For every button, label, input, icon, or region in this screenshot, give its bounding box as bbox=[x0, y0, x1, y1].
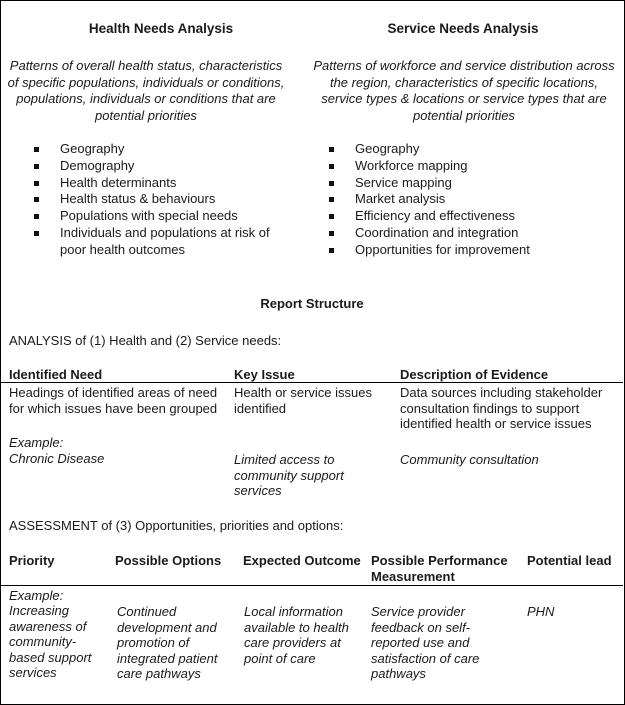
health-needs-list bbox=[34, 141, 274, 259]
service-needs-title: Service Needs Analysis bbox=[387, 21, 539, 36]
example-identified-need: Example: Chronic Disease bbox=[9, 435, 105, 466]
example-key-issue: Limited access to community support services bbox=[234, 452, 344, 498]
bullet-item: Market analysis bbox=[329, 191, 589, 208]
assessment-label: ASSESSMENT of (3) Opportunities, priorities and options: bbox=[9, 518, 344, 533]
header-possible-performance-measurement: Possible Performance Measurement bbox=[371, 553, 508, 584]
bullet-item: Geography bbox=[329, 141, 589, 158]
bullet-item: Health determinants bbox=[34, 175, 274, 192]
health-needs-description: Patterns of overall health status, characteristics of specific populations, individuals or conditions, populations, individuals or conditions that are potential priorities bbox=[7, 58, 285, 123]
service-needs-list bbox=[329, 141, 589, 259]
analysis-label: ANALYSIS of (1) Health and (2) Service needs: bbox=[9, 333, 282, 348]
header-expected-outcome: Expected Outcome bbox=[243, 553, 361, 568]
bullet-item: Individuals and populations at risk of poor health outcomes bbox=[34, 225, 274, 259]
header-identified-need: Identified Need bbox=[9, 367, 103, 382]
header-key-issue: Key Issue bbox=[234, 367, 295, 382]
bullet-item: Workforce mapping bbox=[329, 158, 589, 175]
health-needs-title: Health Needs Analysis bbox=[88, 21, 234, 36]
bullet-item: Service mapping bbox=[329, 175, 589, 192]
service-needs-description: Patterns of workforce and service distribution across the region, characteristics of specific locations, service types & locations or service types that are potential priorities bbox=[313, 58, 615, 123]
example-performance-measurement: Service provider feedback on self-reported use and satisfaction of care pathways bbox=[371, 604, 480, 681]
header-possible-options: Possible Options bbox=[115, 553, 222, 568]
header-priority: Priority bbox=[9, 553, 55, 568]
example-expected-outcome: Local information available to health care providers at point of care bbox=[244, 604, 349, 666]
bullet-item: Demography bbox=[34, 158, 274, 175]
example-possible-options: Continued development and promotion of integrated patient care pathways bbox=[117, 604, 218, 681]
report-structure-title: Report Structure bbox=[260, 296, 364, 311]
cell-identified-need: Headings of identified areas of need for which issues have been grouped bbox=[9, 385, 218, 416]
bullet-item: Opportunities for improvement bbox=[329, 242, 589, 259]
cell-description-of-evidence: Data sources including stakeholder consultation findings to support identified health or service issues bbox=[400, 385, 603, 431]
example-description-of-evidence: Community consultation bbox=[400, 452, 539, 467]
bullet-item: Health status & behaviours bbox=[34, 191, 274, 208]
example-potential-lead: PHN bbox=[527, 604, 555, 619]
bullet-item: Efficiency and effectiveness bbox=[329, 208, 589, 225]
header-potential-lead: Potential lead bbox=[527, 553, 612, 568]
bullet-item: Coordination and integration bbox=[329, 225, 589, 242]
header-description-of-evidence: Description of Evidence bbox=[400, 367, 549, 382]
cell-key-issue: Health or service issues identified bbox=[234, 385, 372, 416]
assessment-example-label: Example: bbox=[9, 588, 64, 603]
example-priority: Increasing awareness of community-based support services bbox=[9, 603, 92, 680]
bullet-item: Populations with special needs bbox=[34, 208, 274, 225]
bullet-item: Geography bbox=[34, 141, 274, 158]
assessment-header-rule bbox=[1, 585, 623, 586]
analysis-header-rule bbox=[1, 382, 623, 383]
